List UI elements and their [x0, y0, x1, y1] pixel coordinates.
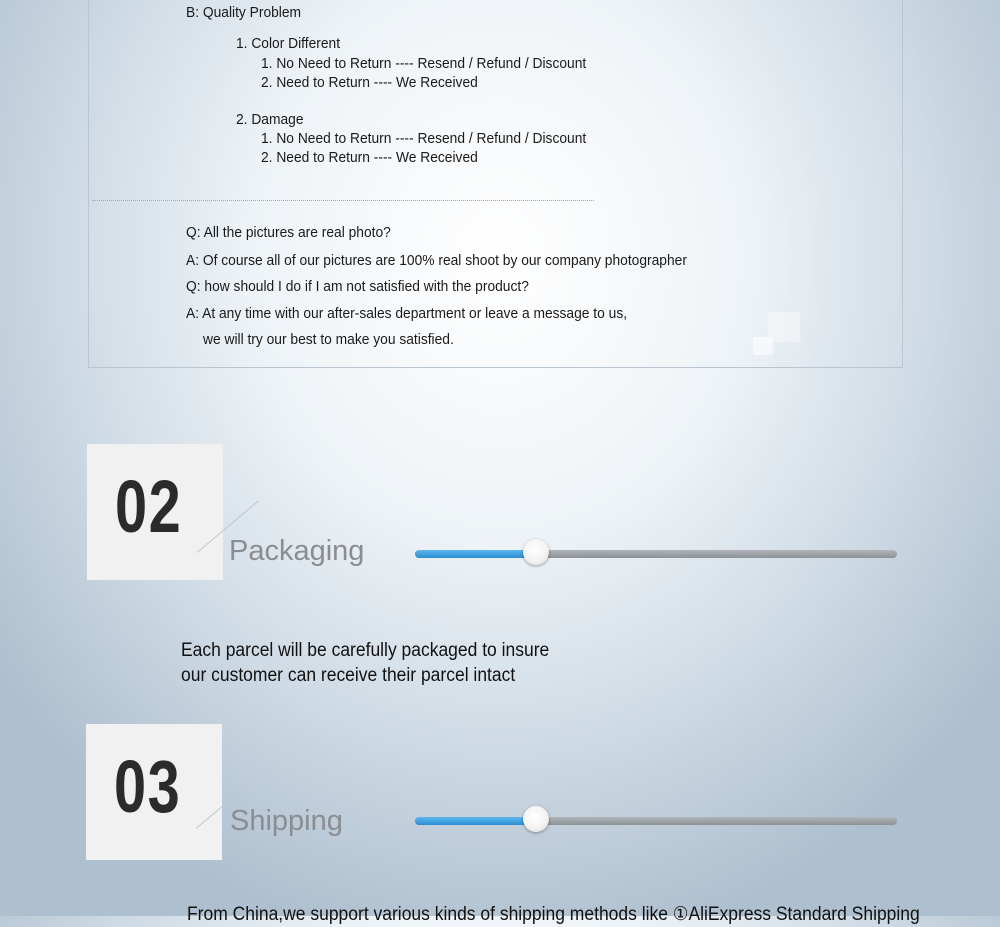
- faq-question-satisfaction: Q: how should I do if I am not satisfied with the product?: [186, 278, 529, 295]
- faq-answer-satisfaction-cont: we will try our best to make you satisfied.: [203, 331, 454, 348]
- progress-fill-shipping: [415, 817, 536, 825]
- damage-no-return-option: 1. No Need to Return ---- Resend / Refund / Discount: [261, 130, 587, 147]
- section-number-box-packaging: [87, 444, 223, 580]
- section-title-packaging: Packaging: [229, 535, 365, 567]
- color-different-item: 1. Color Different: [236, 35, 341, 52]
- color-return-option: 2. Need to Return ---- We Received: [261, 74, 478, 91]
- progress-track-packaging: [415, 550, 897, 558]
- damage-item: 2. Damage: [236, 111, 304, 128]
- packaging-description-line2: our customer can receive their parcel intact: [181, 665, 516, 686]
- progress-knob-shipping[interactable]: [523, 806, 549, 832]
- progress-knob-packaging[interactable]: [523, 539, 549, 565]
- section-number-packaging: 02: [115, 465, 183, 548]
- dotted-divider: [92, 200, 594, 201]
- faq-answer-photos: A: Of course all of our pictures are 100% real shoot by our company photographer: [186, 252, 687, 269]
- progress-fill-packaging: [415, 550, 536, 558]
- color-no-return-option: 1. No Need to Return ---- Resend / Refund / Discount: [261, 55, 587, 72]
- shipping-description-line1: From China,we support various kinds of shipping methods like ①AliExpress Standard Shipping: [187, 904, 920, 925]
- packaging-description-line1: Each parcel will be carefully packaged to insure: [181, 640, 550, 661]
- damage-return-option: 2. Need to Return ---- We Received: [261, 149, 478, 166]
- progress-track-shipping: [415, 817, 897, 825]
- decor-square-small: [753, 337, 773, 355]
- faq-answer-satisfaction: A: At any time with our after-sales department or leave a message to us,: [186, 305, 628, 322]
- section-number-box-shipping: [86, 724, 222, 860]
- section-title-shipping: Shipping: [230, 805, 343, 837]
- faq-question-photos: Q: All the pictures are real photo?: [186, 224, 391, 241]
- section-number-shipping: 03: [114, 745, 182, 828]
- quality-problem-heading: B: Quality Problem: [186, 4, 302, 21]
